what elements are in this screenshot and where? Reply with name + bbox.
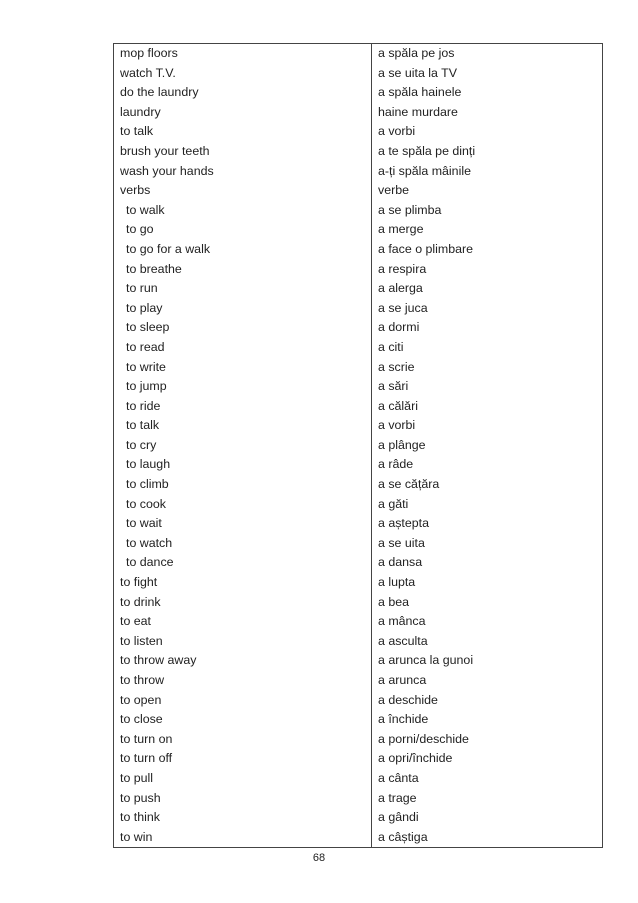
english-term-cell: to listen — [114, 632, 372, 652]
table-row — [114, 416, 603, 436]
table-row — [114, 671, 603, 691]
english-term-cell: to go for a walk — [114, 240, 372, 260]
table-row — [114, 808, 603, 828]
english-term-cell: to talk — [114, 416, 372, 436]
table-row — [114, 318, 603, 338]
table-row — [114, 593, 603, 613]
table-row — [114, 612, 603, 632]
romanian-term-cell: a vorbi — [372, 122, 603, 142]
table-row — [114, 730, 603, 750]
table-row — [114, 279, 603, 299]
table-row — [114, 769, 603, 789]
english-term-cell: to laugh — [114, 455, 372, 475]
romanian-term-cell: a citi — [372, 338, 603, 358]
romanian-term-cell: a mânca — [372, 612, 603, 632]
romanian-term-cell: a cânta — [372, 769, 603, 789]
table-row — [114, 455, 603, 475]
english-term-cell: to open — [114, 691, 372, 711]
romanian-term-cell: a face o plimbare — [372, 240, 603, 260]
romanian-term-cell: a arunca — [372, 671, 603, 691]
table-row — [114, 260, 603, 280]
table-row — [114, 828, 603, 848]
table-row — [114, 220, 603, 240]
table-row — [114, 358, 603, 378]
english-term-cell: to think — [114, 808, 372, 828]
romanian-term-cell: verbe — [372, 181, 603, 201]
english-term-cell: to read — [114, 338, 372, 358]
table-row — [114, 377, 603, 397]
english-term-cell: to write — [114, 358, 372, 378]
table-row — [114, 691, 603, 711]
english-term-cell: brush your teeth — [114, 142, 372, 162]
romanian-term-cell: a plânge — [372, 436, 603, 456]
romanian-term-cell: a trage — [372, 789, 603, 809]
romanian-term-cell: a respira — [372, 260, 603, 280]
romanian-term-cell: a asculta — [372, 632, 603, 652]
table-row — [114, 201, 603, 221]
romanian-term-cell: a aștepta — [372, 514, 603, 534]
english-term-cell: to turn on — [114, 730, 372, 750]
romanian-term-cell: a bea — [372, 593, 603, 613]
romanian-term-cell: a-ți spăla mâinile — [372, 162, 603, 182]
table-row — [114, 64, 603, 84]
english-term-cell: to watch — [114, 534, 372, 554]
english-term-cell: laundry — [114, 103, 372, 123]
romanian-term-cell: a arunca la gunoi — [372, 651, 603, 671]
english-term-cell: to turn off — [114, 749, 372, 769]
table-row — [114, 789, 603, 809]
english-term-cell: to drink — [114, 593, 372, 613]
english-term-cell: to ride — [114, 397, 372, 417]
romanian-term-cell: a spăla hainele — [372, 83, 603, 103]
romanian-term-cell: a lupta — [372, 573, 603, 593]
romanian-term-cell: a se plimba — [372, 201, 603, 221]
table-row — [114, 397, 603, 417]
table-row — [114, 338, 603, 358]
romanian-term-cell: a merge — [372, 220, 603, 240]
english-term-cell: to go — [114, 220, 372, 240]
english-term-cell: to sleep — [114, 318, 372, 338]
romanian-term-cell: a dormi — [372, 318, 603, 338]
table-row — [114, 534, 603, 554]
romanian-term-cell: a se juca — [372, 299, 603, 319]
table-row — [114, 710, 603, 730]
romanian-term-cell: a dansa — [372, 553, 603, 573]
table-row — [114, 475, 603, 495]
english-term-cell: to dance — [114, 553, 372, 573]
romanian-term-cell: a gândi — [372, 808, 603, 828]
table-row — [114, 573, 603, 593]
english-term-cell: to cook — [114, 495, 372, 515]
table-row — [114, 299, 603, 319]
romanian-term-cell: haine murdare — [372, 103, 603, 123]
vocabulary-table — [113, 43, 603, 848]
english-term-cell: to climb — [114, 475, 372, 495]
english-term-cell: do the laundry — [114, 83, 372, 103]
romanian-term-cell: a găti — [372, 495, 603, 515]
table-row — [114, 553, 603, 573]
table-row — [114, 749, 603, 769]
table-row — [114, 240, 603, 260]
table-row — [114, 44, 603, 64]
table-row — [114, 436, 603, 456]
table-row — [114, 514, 603, 534]
table-row — [114, 632, 603, 652]
table-row — [114, 83, 603, 103]
romanian-term-cell: a spăla pe jos — [372, 44, 603, 64]
english-term-cell: to cry — [114, 436, 372, 456]
vocabulary-table-body — [114, 44, 603, 848]
romanian-term-cell: a te spăla pe dinți — [372, 142, 603, 162]
table-row — [114, 122, 603, 142]
english-term-cell: to jump — [114, 377, 372, 397]
romanian-term-cell: a închide — [372, 710, 603, 730]
romanian-term-cell: a vorbi — [372, 416, 603, 436]
table-row — [114, 142, 603, 162]
english-term-cell: to breathe — [114, 260, 372, 280]
english-term-cell: mop floors — [114, 44, 372, 64]
romanian-term-cell: a deschide — [372, 691, 603, 711]
romanian-term-cell: a călări — [372, 397, 603, 417]
english-term-cell: to pull — [114, 769, 372, 789]
english-term-cell: to fight — [114, 573, 372, 593]
english-term-cell: watch T.V. — [114, 64, 372, 84]
english-term-cell: to win — [114, 828, 372, 848]
english-term-cell: wash your hands — [114, 162, 372, 182]
table-row — [114, 495, 603, 515]
english-term-cell: to walk — [114, 201, 372, 221]
romanian-term-cell: a râde — [372, 455, 603, 475]
romanian-term-cell: a se uita la TV — [372, 64, 603, 84]
english-term-cell: to throw — [114, 671, 372, 691]
english-term-cell: to talk — [114, 122, 372, 142]
romanian-term-cell: a câștiga — [372, 828, 603, 848]
page-number: 68 — [312, 852, 326, 864]
english-term-cell: to push — [114, 789, 372, 809]
table-row — [114, 651, 603, 671]
english-term-cell: to close — [114, 710, 372, 730]
romanian-term-cell: a sări — [372, 377, 603, 397]
romanian-term-cell: a alerga — [372, 279, 603, 299]
english-term-cell: to play — [114, 299, 372, 319]
english-term-cell: to run — [114, 279, 372, 299]
english-term-cell: verbs — [114, 181, 372, 201]
table-row — [114, 181, 603, 201]
romanian-term-cell: a scrie — [372, 358, 603, 378]
english-term-cell: to wait — [114, 514, 372, 534]
romanian-term-cell: a opri/închide — [372, 749, 603, 769]
table-row — [114, 103, 603, 123]
romanian-term-cell: a porni/deschide — [372, 730, 603, 750]
english-term-cell: to eat — [114, 612, 372, 632]
english-term-cell: to throw away — [114, 651, 372, 671]
romanian-term-cell: a se uita — [372, 534, 603, 554]
table-row — [114, 162, 603, 182]
romanian-term-cell: a se cățăra — [372, 475, 603, 495]
